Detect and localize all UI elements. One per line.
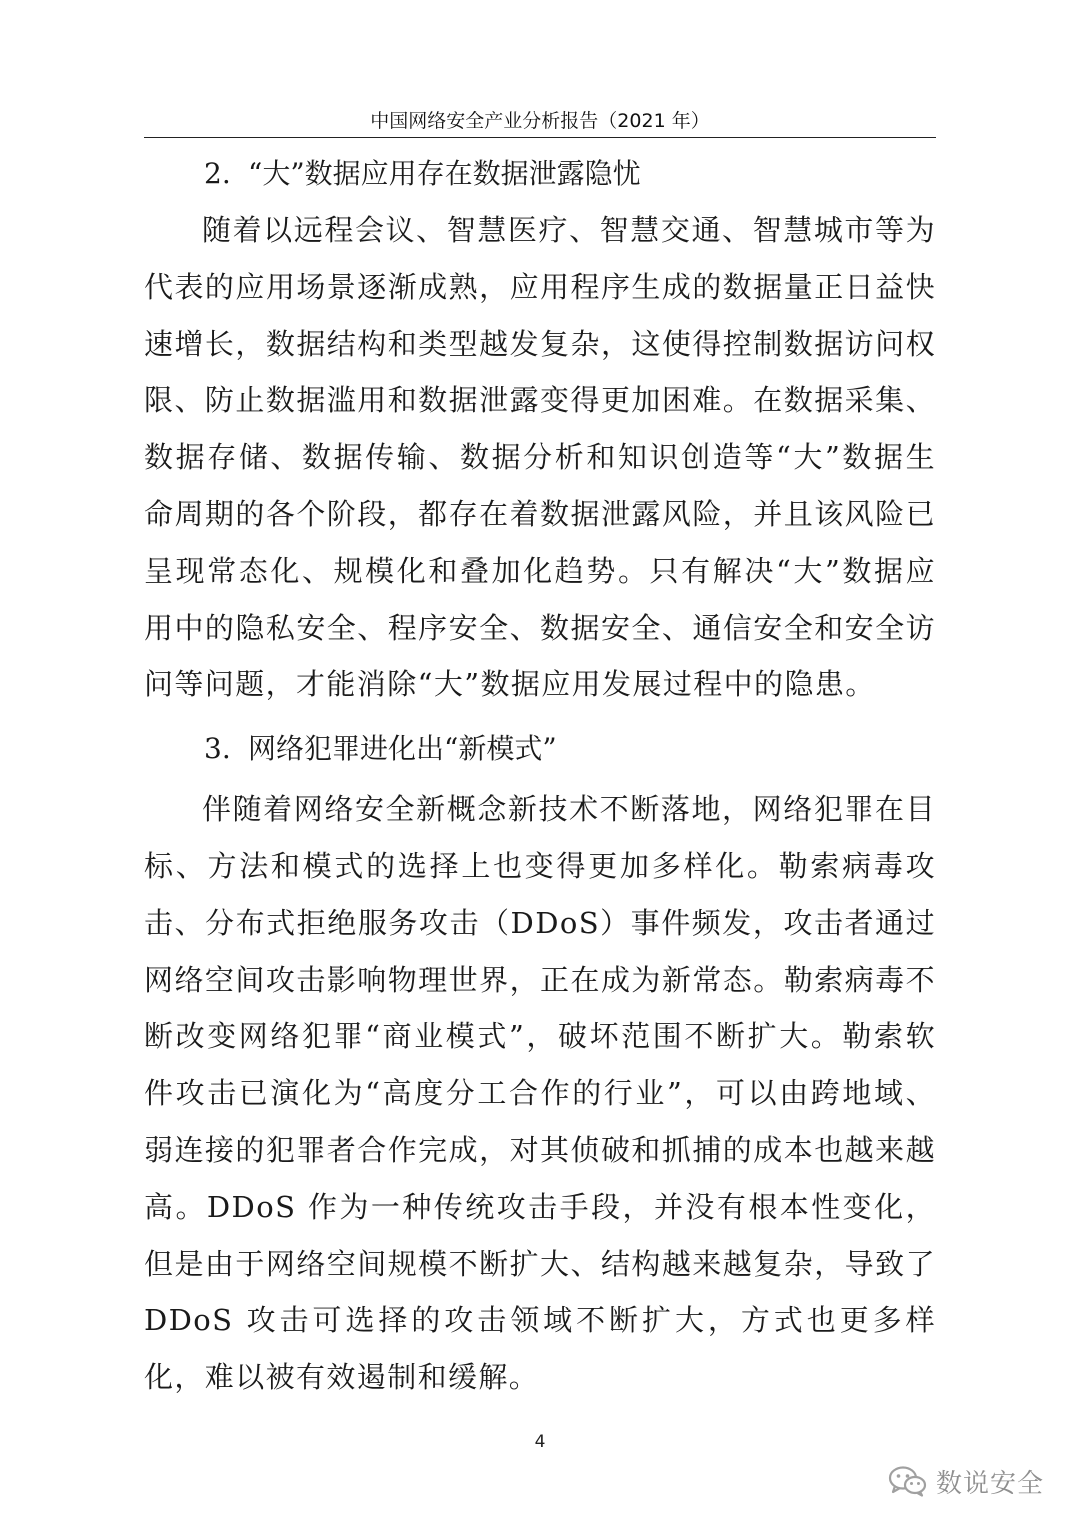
watermark-text: 数说安全: [935, 1468, 1044, 1499]
watermark: [888, 1463, 1044, 1499]
header-divider: [144, 137, 936, 138]
section-number: 3.: [204, 732, 231, 766]
wechat-icon: [888, 1465, 928, 1497]
section-heading-2: [144, 146, 936, 202]
section-title: 网络犯罪进化出“新模式”: [248, 732, 557, 766]
running-header: 中国网络安全产业分析报告（2021 年）: [370, 110, 710, 132]
page-number: 4: [534, 1432, 546, 1452]
section-number: 2.: [204, 157, 231, 190]
document-body: [144, 146, 936, 1406]
section-heading-3: [144, 721, 936, 777]
paragraph-data-leakage: 随着以远程会议、智慧医疗、智慧交通、智慧城市等为代表的应用场景逐渐成熟，应用程序生成的数据量正日益快速增长，数据结构和类型越发复杂，这使得控制数据访问权限、防止数据滥用和数据泄露变得更加困难。在数据采集、数据存储、数据传输、数据分析和知识创造等“大”数据生命周期的各个阶段，都存在着数据泄露风险，并且该风险已呈现常态化、规模化和叠加化趋势。只有解决“大”数据应用中的隐私安全、程序安全、数据安全、通信安全和安全访问等问题，才能消除“大”数据应用发展过程中的隐患。: [144, 213, 936, 702]
paragraph-cybercrime: 伴随着网络安全新概念新技术不断落地，网络犯罪在目标、方法和模式的选择上也变得更加多样化。勒索病毒攻击、分布式拒绝服务攻击（DDoS）事件频发，攻击者通过网络空间攻击影响物理世界，正在成为新常态。勒索病毒不断改变网络犯罪“商业模式”，破坏范围不断扩大。勒索软件攻击已演化为“高度分工合作的行业”，可以由跨地域、弱连接的犯罪者合作完成，对其侦破和抓捕的成本也越来越高。DDoS 作为一种传统攻击手段，并没有根本性变化，但是由于网络空间规模不断扩大、结构越来越复杂，导致了 DDoS 攻击可选择的攻击领域不断扩大，方式也更多样化，难以被有效遏制和缓解。: [144, 792, 936, 1395]
section-title: “大”数据应用存在数据泄露隐忧: [248, 157, 641, 190]
